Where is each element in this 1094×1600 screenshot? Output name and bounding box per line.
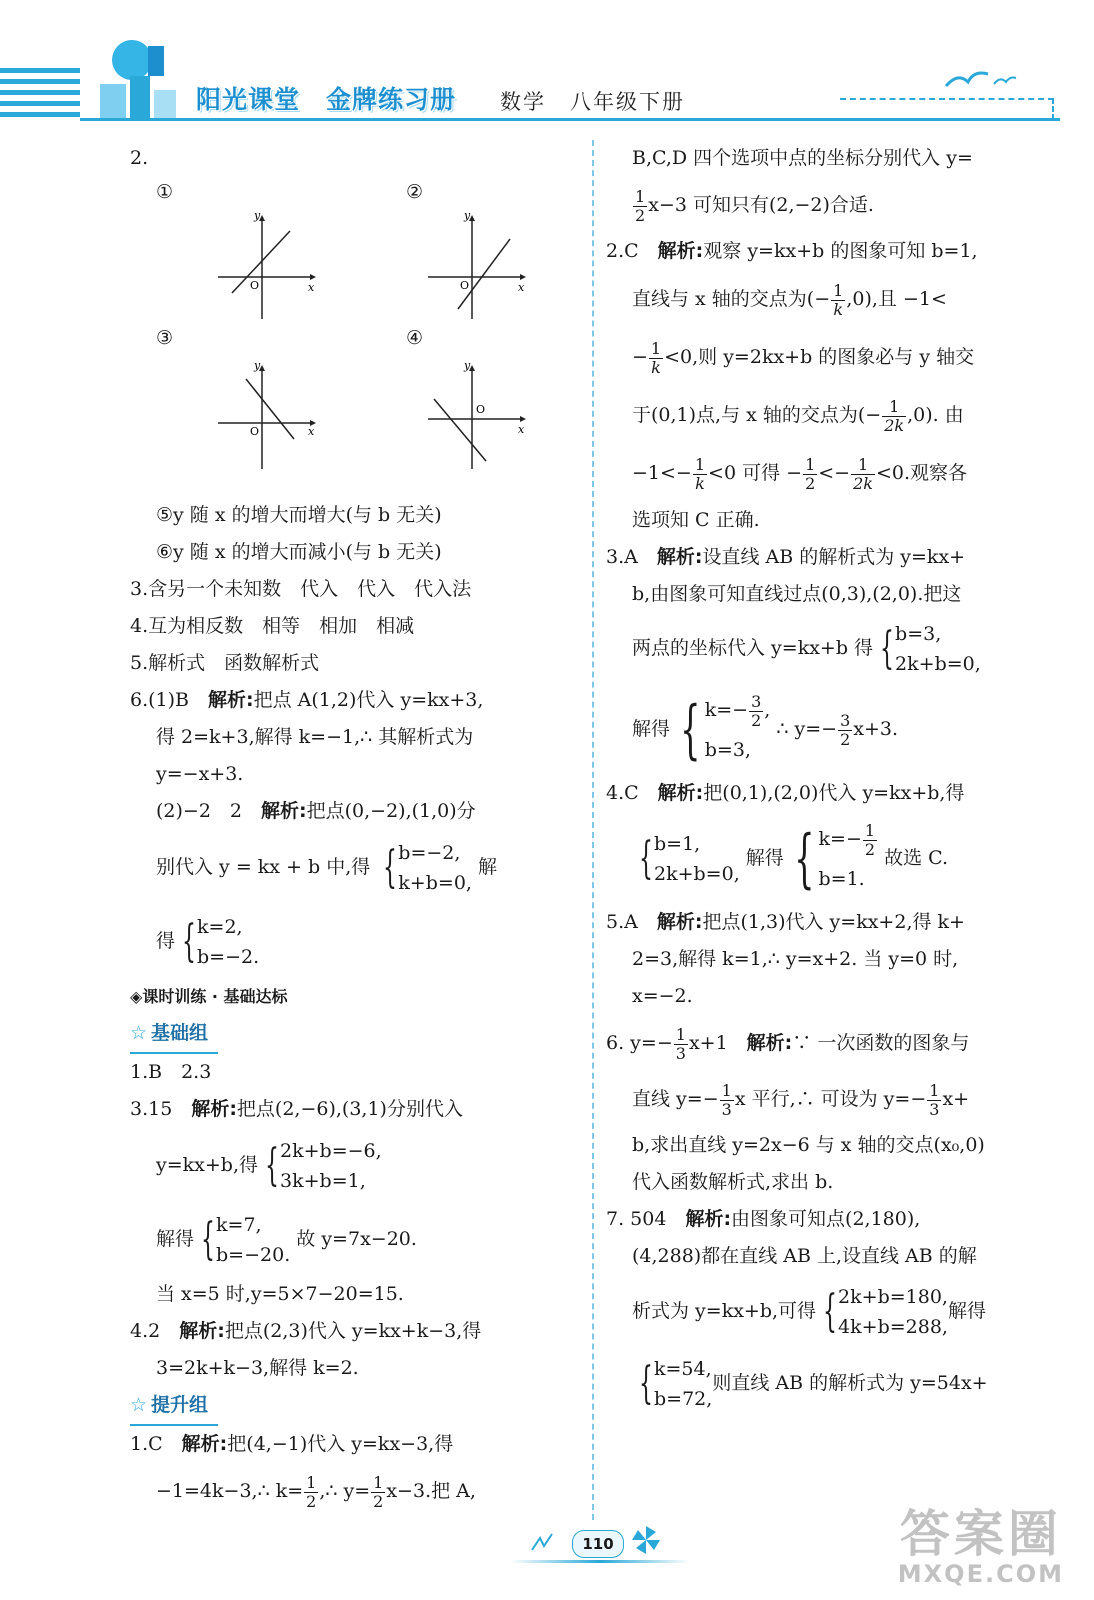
header-rule xyxy=(80,118,1060,121)
answer-7-line-1: 7. 504 解析:由图象可知点(2,180), xyxy=(606,1208,921,1230)
graph-4-x-label: x xyxy=(518,423,525,436)
answer-7-line-4: { k=54, b=72, 则直线 AB 的解析式为 y=54x+ xyxy=(606,1347,1056,1419)
answer-3: 3.含另一个未知数 代入 代入 代入法 xyxy=(130,578,472,600)
graph-label-4: ④ xyxy=(406,327,424,349)
result-right-4: { k=− $\frac{1}{2}$ b=1. xyxy=(793,820,876,896)
result-right-3: { k=− $\frac{3}{2}$ , b=3, xyxy=(680,691,771,767)
graph-2-x-label: x xyxy=(518,281,525,294)
header-illustration xyxy=(88,28,198,122)
header-stripes xyxy=(0,68,80,122)
answer-5: 5.解析式 函数解析式 xyxy=(130,652,320,674)
answer-4: 4.互为相反数 相等 相加 相减 xyxy=(130,615,415,637)
star-icon: ☆ xyxy=(130,1022,148,1044)
footer-decoration-icon xyxy=(530,1530,570,1556)
graph-2-y-label: y xyxy=(464,213,471,222)
answer-5-line-3: x=−2. xyxy=(632,985,693,1007)
carry-line-2: $\frac{1}{2}$ x−3 可知只有(2,−2)合适. xyxy=(635,186,874,225)
footer-rule xyxy=(510,1560,690,1563)
basic-answer-3-line-4: 当 x=5 时,y=5×7−20=15. xyxy=(156,1283,404,1305)
answer-2-line-5: −1<− $\frac{1}{k}$ <0 可得 − $\frac{1}{2}$ <− $\frac{1}{2k}$ <0.观察各 xyxy=(632,454,968,493)
brand-title: 阳光课堂 金牌练习册 xyxy=(196,85,457,114)
basic-answer-4-line-2: 3=2k+k−3,解得 k=2. xyxy=(156,1357,359,1379)
answer-6-1-line-3: y=−x+3. xyxy=(156,763,244,785)
graph-2 xyxy=(420,213,530,323)
answer-4-line-1: 4.C 解析:把(0,1),(2,0)代入 y=kx+b,得 xyxy=(606,782,965,804)
answer-3-line-1: 3.A 解析:设直线 AB 的解析式为 y=kx+ xyxy=(606,546,966,568)
q2-number: 2. xyxy=(130,147,149,169)
answer-3-line-4: 解得 { k=− $\frac{3}{2}$ , b=3, ∴ y=− $\frac{3}{2}$ x+3. xyxy=(606,683,1056,775)
graph-4-origin-label: O xyxy=(476,403,486,416)
answer-6-line-4: 代入函数解析式,求出 b. xyxy=(632,1171,834,1193)
watermark: 答案圈 MXQE.COM xyxy=(897,1505,1064,1588)
page-number: 110 xyxy=(572,1530,624,1558)
graph-3-origin-label: O xyxy=(250,425,260,438)
subject-title: 数学 八年级下册 xyxy=(500,90,685,114)
answer-6-2-line-3: 得 { k=2, b=−2. xyxy=(130,904,582,978)
graph-1-origin-label: O xyxy=(250,279,260,292)
header-dashed-frame xyxy=(840,98,1054,120)
graph-2-origin-label: O xyxy=(460,279,470,292)
answer-5-line-2: 2=3,解得 k=1,∴ y=x+2. 当 y=0 时, xyxy=(632,948,959,970)
result-basic-3: { k=7, b=−20. xyxy=(201,1214,291,1266)
system-right-4: { b=1, 2k+b=0, xyxy=(639,833,740,885)
answer-6-1-line-1: 6.(1)B 解析:把点 A(1,2)代入 y=kx+3, xyxy=(130,689,484,711)
system-right-7: { 2k+b=180, 4k+b=288, xyxy=(823,1286,948,1338)
answer-6-line-1: 6. y=− $\frac{1}{3}$ x+1 解析:∵ 一次函数的图象与 xyxy=(606,1024,970,1063)
basic-answer-3-line-1: 3.15 解析:把点(2,−6),(3,1)分别代入 xyxy=(130,1098,463,1120)
answer-3-line-3: 两点的坐标代入 y=kx+b 得 { b=3, 2k+b=0, xyxy=(606,613,1056,683)
item-5: ⑤y 随 x 的增大而增大(与 b 无关) xyxy=(156,504,442,526)
result-6-2: { k=2, b=−2. xyxy=(182,916,260,968)
page-header xyxy=(0,0,1094,130)
answer-2-line-6: 选项知 C 正确. xyxy=(632,509,760,531)
answer-6-line-2: 直线 y=− $\frac{1}{3}$ x 平行,∴ 可设为 y=− $\frac{1}{3}$ x+ xyxy=(632,1080,970,1119)
graph-1-x-label: x xyxy=(308,281,315,294)
system-right-3: { b=3, 2k+b=0, xyxy=(880,623,981,675)
birds-icon xyxy=(944,66,1024,96)
section-icon: ◈ xyxy=(130,987,143,1006)
graph-label-3: ③ xyxy=(156,327,174,349)
basic-answer-4-line-1: 4.2 解析:把点(2,3)代入 y=kx+k−3,得 xyxy=(130,1320,482,1342)
item-6: ⑥y 随 x 的增大而减小(与 b 无关) xyxy=(156,541,442,563)
graph-3 xyxy=(210,363,320,473)
graph-3-x-label: x xyxy=(308,425,315,438)
answer-6-line-3: b,求出直线 y=2x−6 与 x 轴的交点(x₀,0) xyxy=(632,1134,985,1156)
answer-2-line-2: 直线与 x 轴的交点为(− $\frac{1}{k}$ ,0),且 −1< xyxy=(632,280,947,319)
basic-answer-3-line-2: y=kx+b,得 { 2k+b=−6, 3k+b=1, xyxy=(130,1128,582,1202)
answer-3-line-2: b,由图象可知直线过点(0,3),(2,0).把这 xyxy=(632,583,962,605)
graph-1-y-label: y xyxy=(254,213,261,222)
star-icon: ☆ xyxy=(130,1394,148,1416)
graph-grid xyxy=(130,177,582,497)
answer-7-line-2: (4,288)都在直线 AB 上,设直线 AB 的解 xyxy=(632,1245,977,1267)
answer-6-1-line-2: 得 2=k+3,解得 k=−1,∴ 其解析式为 xyxy=(156,726,474,748)
basic-answer-3-line-3: 解得 { k=7, b=−20. 故 y=7x−20. xyxy=(130,1202,582,1276)
answer-5-line-1: 5.A 解析:把点(1,3)代入 y=kx+2,得 k+ xyxy=(606,911,965,933)
result-right-7: { k=54, b=72, xyxy=(639,1358,713,1410)
graph-1 xyxy=(210,213,320,323)
advanced-answer-1-line-2: −1=4k−3,∴ k= $\frac{1}{2}$ ,∴ y= $\frac{1}{2}$ x−3.把 A, xyxy=(156,1472,476,1511)
answer-7-line-3: 析式为 y=kx+b,可得 { 2k+b=180, 4k+b=288, 解得 xyxy=(606,1275,1056,1347)
group-advanced-heading: ☆ 提升组 xyxy=(130,1387,582,1426)
graph-4-y-label: y xyxy=(464,363,471,372)
pinwheel-icon xyxy=(628,1522,664,1558)
answer-2-line-1: 2.C 解析:观察 y=kx+b 的图象可知 b=1, xyxy=(606,240,978,262)
answer-2-line-4: 于(0,1)点,与 x 轴的交点为(− $\frac{1}{2k}$ ,0). 由 xyxy=(632,396,964,435)
graph-label-2: ② xyxy=(406,181,424,203)
graph-4 xyxy=(420,363,530,473)
answer-4-line-2: { b=1, 2k+b=0, 解得 { k=− $\frac{1}{2}$ b=1. 故选 C. xyxy=(606,812,1056,904)
advanced-answer-1-line-1: 1.C 解析:把(4,−1)代入 y=kx−3,得 xyxy=(130,1433,454,1455)
left-column xyxy=(130,140,582,1519)
graph-3-y-label: y xyxy=(254,363,261,372)
system-basic-3: { 2k+b=−6, 3k+b=1, xyxy=(265,1140,382,1192)
carry-line-1: B,C,D 四个选项中点的坐标分别代入 y= xyxy=(632,147,973,169)
right-column xyxy=(606,140,1056,1419)
basic-answer-1-2: 1.B 2.3 xyxy=(130,1061,212,1083)
group-basic-heading: ☆ 基础组 xyxy=(130,1015,582,1054)
column-divider xyxy=(592,140,594,1520)
answer-6-2-line-1: (2)−2 2 解析:把点(0,−2),(1,0)分 xyxy=(156,800,476,822)
answer-2-line-3: − $\frac{1}{k}$ <0,则 y=2kx+b 的图象必与 y 轴交 xyxy=(632,338,975,377)
graph-label-1: ① xyxy=(156,181,174,203)
answer-6-2-line-2: 别代入 y = kx + b 中,得 { b=−2, k+b=0, 解 xyxy=(130,830,582,904)
section-heading: ◈课时训练 · 基础达标 xyxy=(130,987,288,1006)
system-6-2: { b=−2, k+b=0, xyxy=(383,842,472,894)
